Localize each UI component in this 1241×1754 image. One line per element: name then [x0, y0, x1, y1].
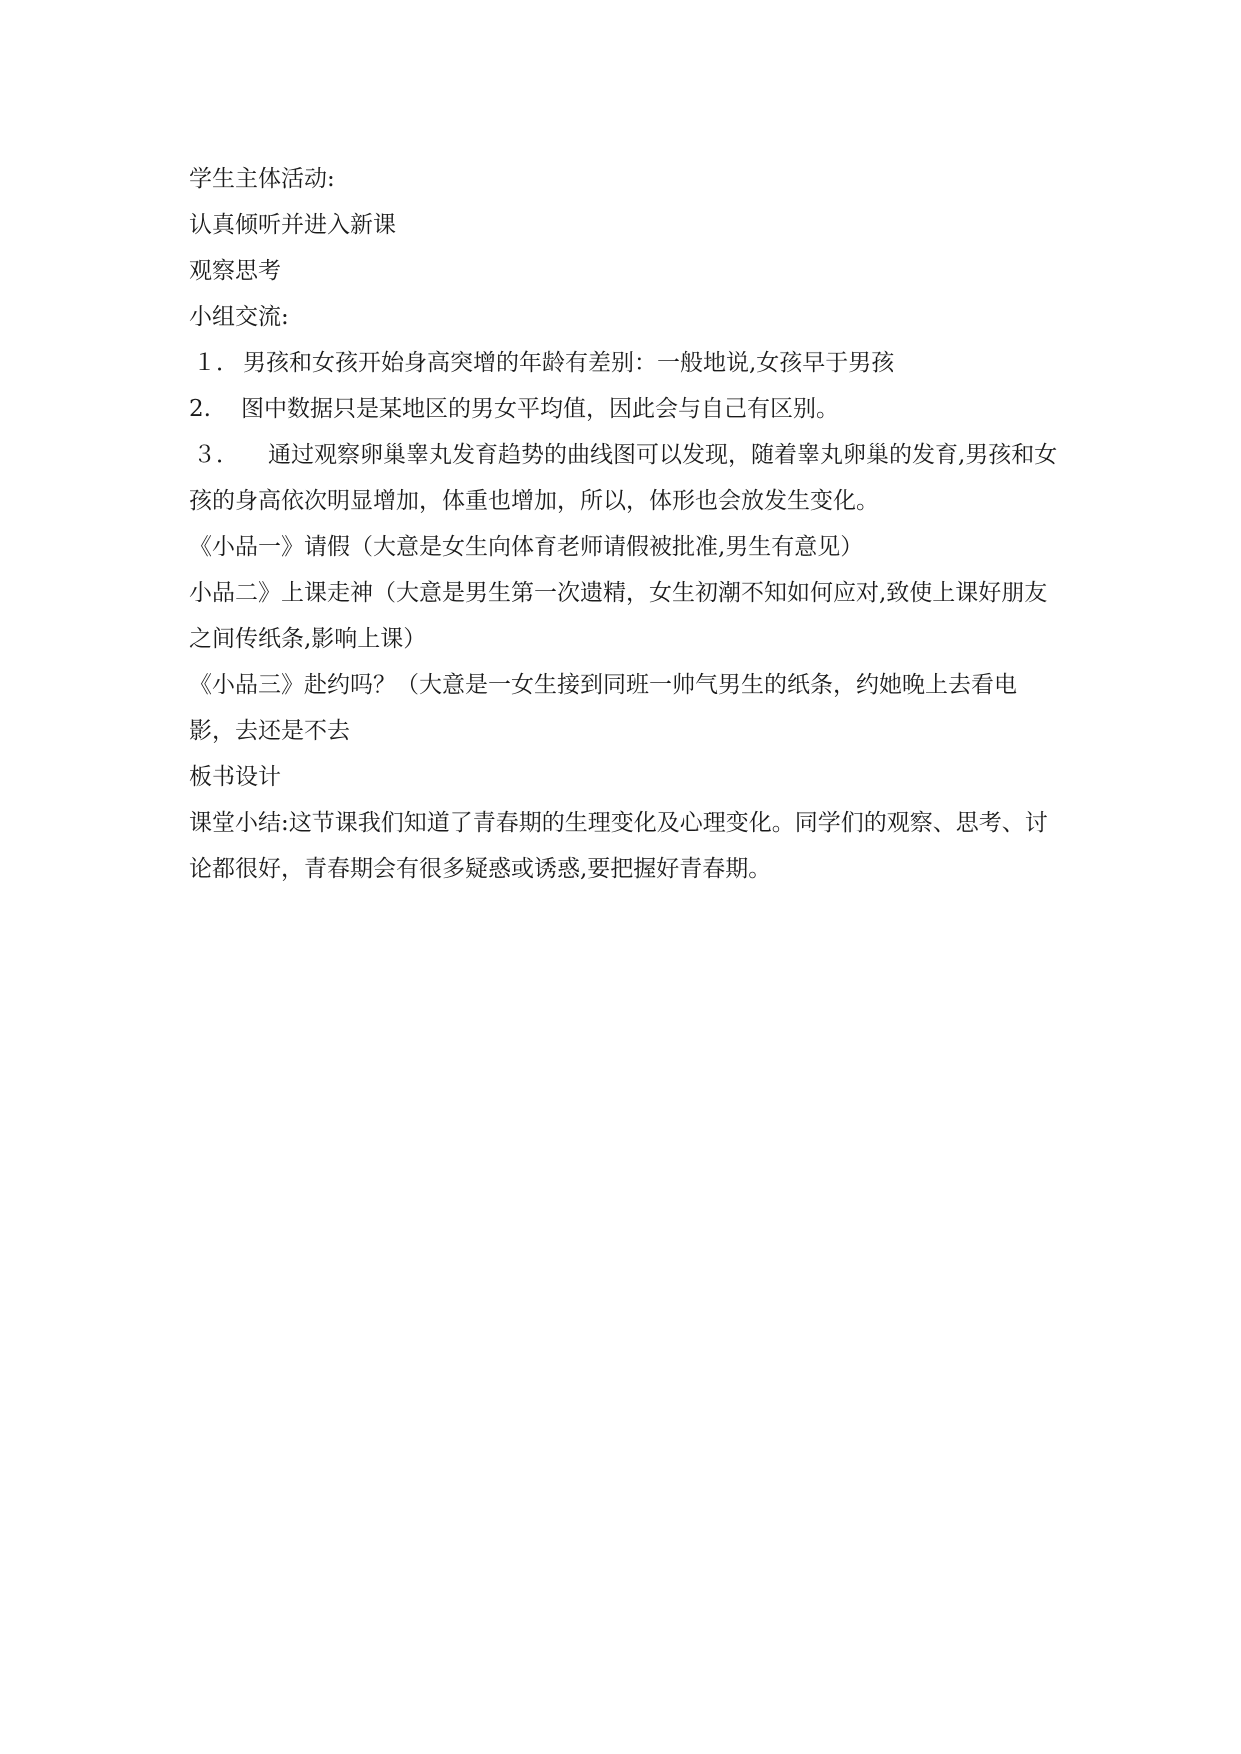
board-design: 板书设计 [189, 764, 281, 790]
text-group-discussion: 小组交流: [189, 304, 289, 330]
class-summary: 课堂小结:这节课我们知道了青春期的生理变化及心理变化。同学们的观察、思考、讨论都很好，青春期会有很多疑惑或诱惑,要把握好青春期。 [189, 810, 1048, 882]
item-text: 男孩和女孩开始身高突增的年龄有差别：一般地说,女孩早于男孩 [243, 350, 895, 376]
skit-1: 《小品一》请假（大意是女生向体育老师请假被批准,男生有意见） [189, 534, 864, 560]
numbered-item-3 [189, 432, 1059, 524]
document-body [189, 156, 1059, 892]
heading-student-activity: 学生主体活动: [189, 166, 335, 192]
numbered-item-1 [189, 340, 1059, 386]
text-observe: 观察思考 [189, 258, 281, 284]
item-marker: １． [193, 350, 239, 376]
skit-3: 《小品三》赴约吗？（大意是一女生接到同班一帅气男生的纸条，约她晚上去看电影，去还是不去 [189, 672, 1017, 744]
skit-2: 小品二》上课走神（大意是男生第一次遗精，女生初潮不知如何应对,致使上课好朋友之间传纸条,影响上课） [189, 580, 1048, 652]
item-text: 图中数据只是某地区的男女平均值，因此会与自己有区别。 [241, 396, 839, 422]
item-marker: ３． [193, 442, 239, 468]
numbered-item-2 [189, 386, 1059, 432]
item-text: 通过观察卵巢睾丸发育趋势的曲线图可以发现，随着睾丸卵巢的发育,男孩和女孩的身高依次明显增加，体重也增加，所以，体形也会放发生变化。 [189, 442, 1058, 514]
item-marker: 2. [189, 396, 211, 422]
text-listen: 认真倾听并进入新课 [189, 212, 396, 238]
